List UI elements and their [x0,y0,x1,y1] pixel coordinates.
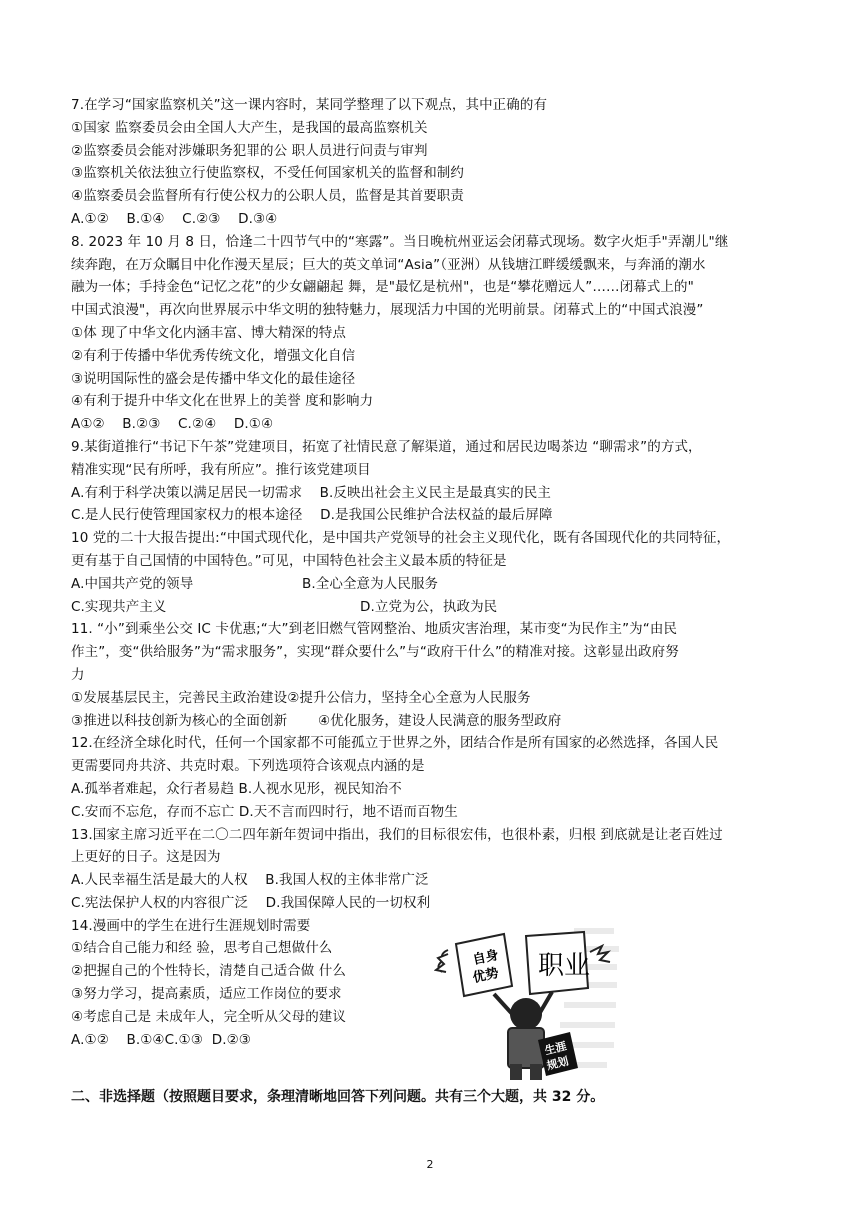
question-8-item: ③说明国际性的盛会是传播中华文化的最佳途径 [71,370,356,387]
question-9-options-line: C.是人民行使管理国家权力的根本途径 D.是我国公民维护合法权益的最后屏障 [71,507,553,524]
question-8-stem-line: 续奔跑，在万众瞩目中化作漫天星辰；巨大的英文单词“Asia”（亚洲）从钱塘江畔缓缓飘来，与奔涌的潮水 [71,256,706,273]
question-11-stem-line: 力 [71,666,85,683]
question-9-options-line: A.有利于科学决策以满足居民一切需求 B.反映出社会主义民主是最真实的民主 [71,484,552,501]
question-7 [71,94,795,231]
left-sign-text-2: 优势 [471,965,501,987]
career-planning-cartoon [434,924,624,1084]
question-14-item: ①结合自己能力和经 验，思考自己想做什么 [71,940,333,957]
question-12-stem-line: 更需要同舟共济、共克时艰。下列选项符合该观点内涵的是 [71,758,425,775]
question-7-stem: 7.在学习“国家监察机关”这一课内容时，某同学整理了以下观点，其中正确的有 [71,97,548,113]
question-list [71,94,795,1051]
right-sign-text: 职业 [538,951,591,981]
question-10-option-a: A.中国共产党的领导 [71,575,194,592]
question-12-options-line: A.孤举者难起，众行者易趋 B.人视水见形，视民知治不 [71,780,402,797]
question-14-stem: 14.漫画中的学生在进行生涯规划时需要 [71,917,311,934]
question-11 [71,618,795,732]
question-10-stem-line: 更有基于自己国情的中国特色。”可见，中国特色社会主义最本质的特征是 [71,552,507,569]
question-8-stem-line: 中国式浪漫"，再次向世界展示中华文明的独特魅力，展现活力中国的光明前景。闭幕式上的“中国式浪漫” [71,302,704,319]
question-10-options-row [71,573,795,596]
question-14-item: ④考虑自己是 未成年人，完全听从父母的建议 [71,1008,346,1025]
question-7-item: ②监察委员会能对涉嫌职务犯罪的公 职人员进行问责与审判 [71,142,428,159]
question-7-options: A.①② B.①④ C.②③ D.③④ [71,210,278,227]
question-13-stem-line: 13.国家主席习近平在二〇二四年新年贺词中指出，我们的目标很宏伟，也很朴素，归根 到底就是让老百姓过 [71,826,723,843]
question-8-item: ④有利于提升中华文化在世界上的美誉 度和影响力 [71,393,374,410]
question-10 [71,527,795,618]
question-8 [71,231,795,436]
left-sign-text-1: 自身 [471,947,501,969]
question-11-stem-line: 11. “小”到乘坐公交 IC 卡优惠;“大”到老旧燃气管网整治、地质灾害治理，某市变“为民作主”为“由民 [71,621,678,638]
question-7-item: ③监察机关依法独立行使监察权，不受任何国家机关的监督和制约 [71,165,465,182]
question-12-stem-line: 12.在经济全球化时代，任何一个国家都不可能孤立于世界之外，团结合作是所有国家的必然选择，各国人民 [71,735,719,752]
question-11-items-line: ①发展基层民主，完善民主政治建设②提升公信力，坚持全心全意为人民服务 [71,689,531,706]
question-8-stem-line: 融为一体；手持金色“记忆之花”的少女翩翩起 舞，是"最忆是杭州"，也是“攀花赠远人”……闭幕式上的" [71,279,694,296]
question-9-stem-line: 精准实现“民有所呼，我有所应”。推行该党建项目 [71,461,371,478]
question-9 [71,436,795,527]
section-two-title: 二、非选择题（按照题目要求，条理清晰地回答下列问题。共有三个大题，共 32 分。 [71,1089,605,1105]
question-8-item: ②有利于传播中华优秀传统文化，增强文化自信 [71,347,356,364]
question-11-stem-line: 作主”，变“供给服务”为“需求服务”，实现“群众要什么”与“政府干什么”的精准对接。这彰显出政府努 [71,644,679,661]
question-14-options: A.①② B.①④C.①③ D.②③ [71,1031,252,1048]
question-10-option-c: C.实现共产主义 [71,598,167,615]
question-10-stem-line: 10 党的二十大报告提出:“中国式现代化，是中国共产党领导的社会主义现代化，既有各国现代化的共同特征， [71,530,731,547]
question-14-item: ②把握自己的个性特长，清楚自己适合做 什么 [71,963,346,980]
question-8-options: A①② B.②③ C.②④ D.①④ [71,416,274,433]
bottom-sign-text-1: 生涯 [543,1039,568,1058]
question-8-stem-line: 8. 2023 年 10 月 8 日，恰逢二十四节气中的“寒露”。当日晚杭州亚运会闭幕式现场。数字火炬手"弄潮儿"继 [71,233,729,250]
question-7-item: ①国家 监察委员会由全国人大产生，是我国的最高监察机关 [71,119,428,136]
page-number: 2 [426,1158,434,1171]
question-13-options-line: A.人民幸福生活是最大的人权 B.我国人权的主体非常广泛 [71,872,429,889]
question-13 [71,824,795,915]
question-7-item: ④监察委员会监督所有行使公权力的公职人员，监督是其首要职责 [71,188,465,205]
question-10-options-row [71,596,795,619]
question-10-option-b: B.全心全意为人民服务 [302,575,439,592]
question-12-options-line: C.安而不忘危，存而不忘亡 D.天不言而四时行，地不语而百物生 [71,803,458,820]
bottom-sign-text-2: 规划 [545,1054,570,1073]
question-13-stem-line: 上更好的日子。这是因为 [71,849,221,866]
question-12 [71,732,795,823]
question-14 [71,915,795,1052]
question-10-option-d: D.立党为公，执政为民 [360,598,498,615]
question-11-items-line: ③推进以科技创新为核心的全面创新 ④优化服务，建设人民满意的服务型政府 [71,712,562,729]
question-9-stem-line: 9.某街道推行“书记下午茶”党建项目，拓宽了社情民意了解渠道，通过和居民边喝茶边 “聊需求”的方式， [71,438,702,455]
question-14-item: ③努力学习，提高素质，适应工作岗位的要求 [71,986,342,1003]
question-8-item: ①体 现了中华文化内涵丰富、博大精深的特点 [71,324,346,341]
question-13-options-line: C.宪法保护人权的内容很广泛 D.我国保障人民的一切权利 [71,894,431,911]
